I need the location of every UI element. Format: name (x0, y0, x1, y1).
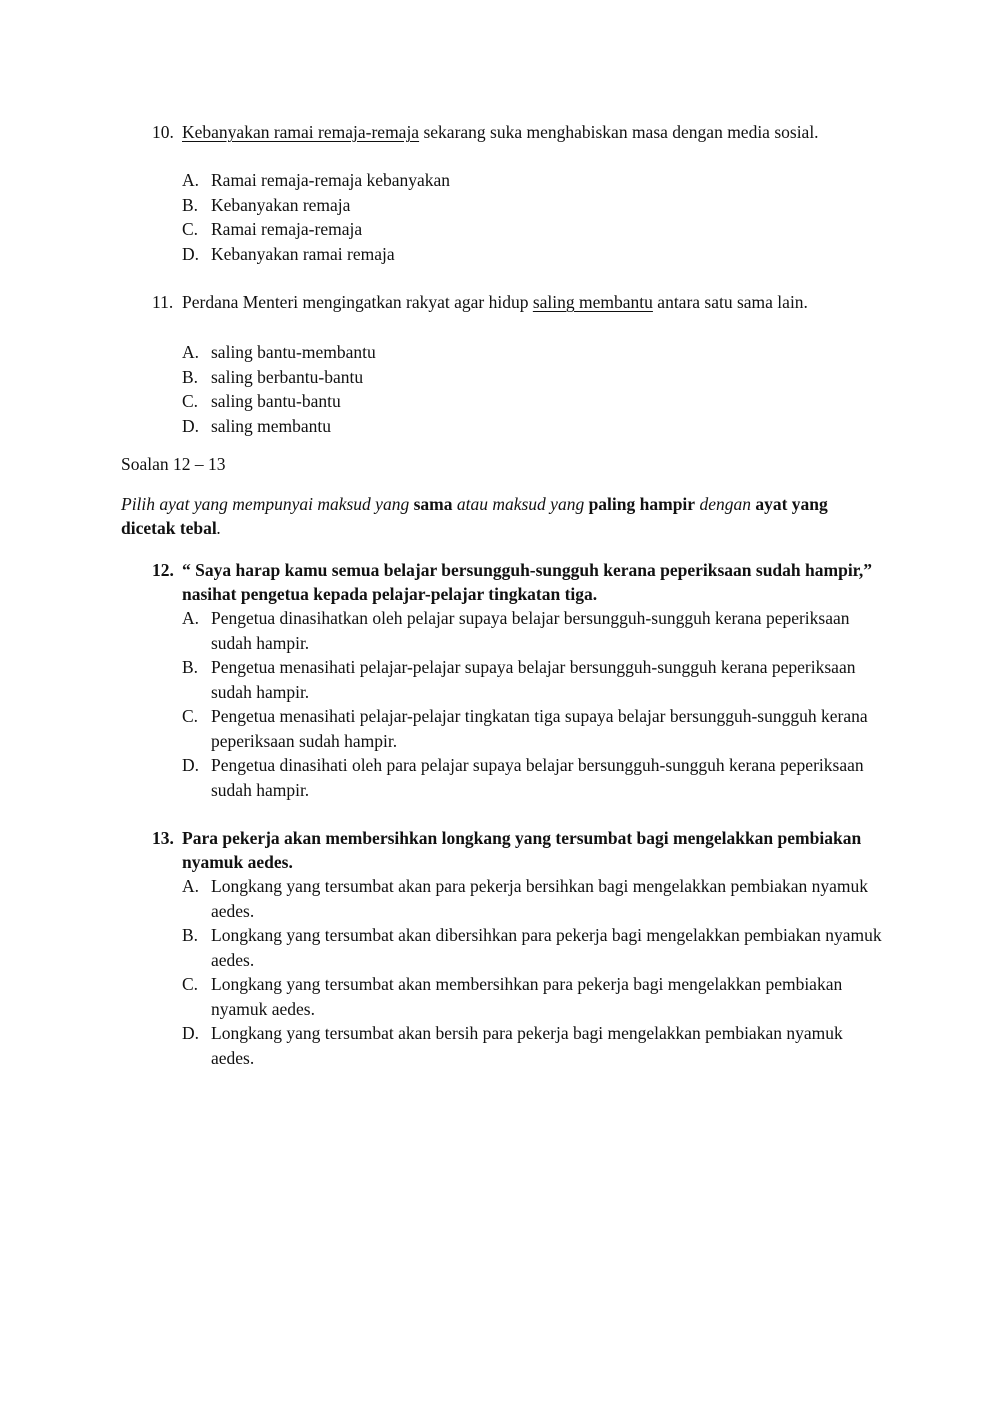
option-c[interactable]: C. Pengetua menasihati pelajar-pelajar tingkatan tiga supaya belajar bersungguh-sungguh kerana peperiksaan sudah hampir. (182, 706, 868, 751)
question-stem: Perdana Menteri mengingatkan rakyat agar hidup saling membantu antara satu sama lain. (182, 292, 808, 312)
option-list (152, 606, 887, 802)
question-number: 10. (152, 122, 174, 142)
underlined-phrase: saling membantu (532, 292, 653, 312)
option-a[interactable]: A. saling bantu-membantu (182, 342, 376, 362)
question-10 (152, 120, 887, 266)
question-stem: Para pekerja akan membersihkan longkang yang tersumbat bagi mengelakkan pembiakan nyamuk aedes. (182, 828, 862, 872)
option-d[interactable]: D. Pengetua dinasihati oleh para pelajar supaya belajar bersungguh-sungguh kerana peperiksaan sudah hampir. (182, 755, 864, 800)
option-c[interactable]: C. saling bantu-bantu (182, 391, 341, 411)
question-11 (152, 290, 887, 438)
section-instruction: Pilih ayat yang mempunyai maksud yang sama atau maksud yang paling hampir dengan ayat yang dicetak tebal. (121, 494, 828, 538)
question-stem: Kebanyakan ramai remaja-remaja sekarang suka menghabiskan masa dengan media sosial. (182, 122, 819, 142)
option-a[interactable]: A. Pengetua dinasihatkan oleh pelajar supaya belajar bersungguh-sungguh kerana peperiksaan sudah hampir. (182, 608, 850, 653)
option-d[interactable]: D. Longkang yang tersumbat akan bersih para pekerja bagi mengelakkan pembiakan nyamuk aedes. (182, 1023, 843, 1068)
option-c[interactable]: C. Longkang yang tersumbat akan membersihkan para pekerja bagi mengelakkan pembiakan nyamuk aedes. (182, 974, 843, 1019)
underlined-phrase: Kebanyakan ramai remaja-remaja (182, 122, 420, 142)
question-stem: “ Saya harap kamu semua belajar bersungguh-sungguh kerana peperiksaan sudah hampir,” nasihat pengetua kepada pelajar-pelajar tingkatan tiga. (182, 560, 872, 604)
question-number: 13. (152, 828, 174, 848)
option-b[interactable]: B. Longkang yang tersumbat akan dibersihkan para pekerja bagi mengelakkan pembiakan nyamuk aedes. (182, 925, 882, 970)
option-b[interactable]: B. Pengetua menasihati pelajar-pelajar supaya belajar bersungguh-sungguh kerana peperiksaan sudah hampir. (182, 657, 856, 702)
option-c[interactable]: C. Ramai remaja-remaja (182, 219, 363, 239)
question-13 (152, 826, 887, 1070)
option-d[interactable]: D. Kebanyakan ramai remaja (182, 243, 395, 264)
option-d[interactable]: D. saling membantu (182, 415, 332, 436)
question-12 (152, 558, 887, 802)
section-heading: Soalan 12 – 13 (121, 454, 226, 474)
option-a[interactable]: A. Longkang yang tersumbat akan para pekerja bersihkan bagi mengelakkan pembiakan nyamuk aedes. (182, 876, 868, 921)
option-b[interactable]: B. saling berbantu-bantu (182, 366, 364, 387)
option-list (152, 168, 887, 266)
option-a[interactable]: A. Ramai remaja-remaja kebanyakan (182, 170, 451, 190)
question-number: 12. (152, 560, 174, 580)
option-b[interactable]: B. Kebanyakan remaja (182, 194, 351, 215)
question-number: 11. (152, 292, 174, 312)
option-list (152, 340, 887, 438)
option-list (152, 874, 887, 1070)
